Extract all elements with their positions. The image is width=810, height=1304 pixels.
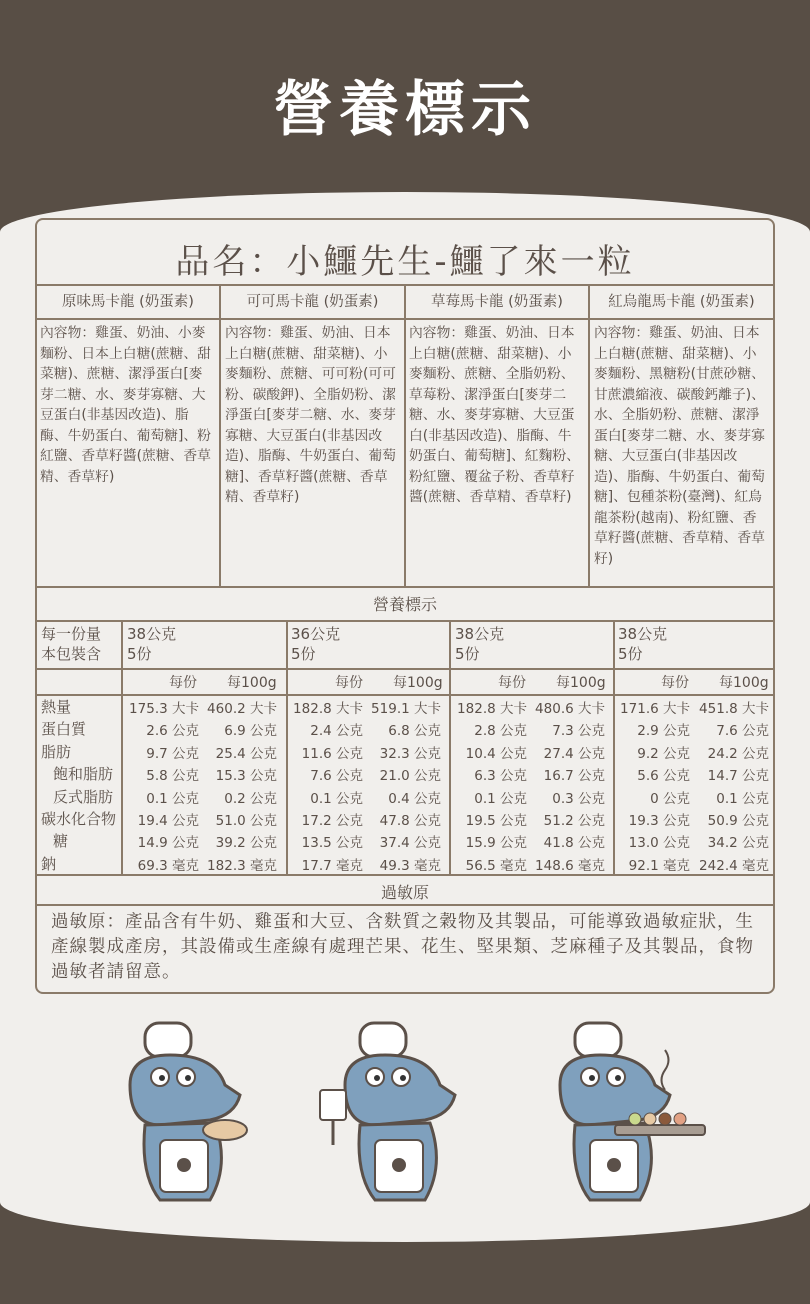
nutrient-value: 5.8 公克 <box>146 768 199 785</box>
nutrient-value: 5.6 公克 <box>637 768 690 785</box>
nutrient-value: 519.1 大卡 <box>371 701 441 717</box>
nutrient-value: 6.9 公克 <box>224 723 277 740</box>
per-serving-header: 每份 <box>169 675 197 691</box>
serving-info <box>618 624 667 664</box>
allergen-title: 過敏原 <box>380 883 429 902</box>
nutrition-label-frame <box>35 218 775 994</box>
nutrient-value: 19.4 公克 <box>137 813 199 829</box>
serving-info <box>291 624 340 664</box>
nutrient-value: 6.3 公克 <box>474 768 527 785</box>
column-header-strawberry: 草莓馬卡龍 (奶蛋素) <box>431 294 563 310</box>
nutrient-value: 451.8 大卡 <box>699 701 769 717</box>
nutrient-value: 182.8 大卡 <box>457 701 527 717</box>
nutrient-value: 14.7 公克 <box>707 768 769 785</box>
nutrient-value: 480.6 大卡 <box>535 701 605 717</box>
per-serving-label: 每一份量 <box>41 625 102 643</box>
ingredients-original: 內容物：雞蛋、奶油、小麥麵粉、日本上白糖(蔗糖、甜菜糖)、蔗糖、潔淨蛋白[麥芽二糖、水、麥芽寡糖、大豆蛋白(非基因改造)、脂酶、牛奶蛋白、葡萄糖]、粉紅鹽、香草籽醬(蔗糖、香草精、香草籽) <box>40 325 211 485</box>
nutrient-value: 17.7 毫克 <box>301 857 363 874</box>
serving-count: 5份 <box>455 645 480 663</box>
column-divider <box>121 620 123 874</box>
divider <box>37 904 773 906</box>
nutrient-value: 0.4 公克 <box>388 790 441 807</box>
per-100g-header: 每100g <box>556 675 606 691</box>
nutrient-value: 0 公克 <box>650 790 690 807</box>
nutrient-value: 51.0 公克 <box>215 813 277 829</box>
ingredients-strawberry: 內容物：雞蛋、奶油、日本上白糖(蔗糖、甜菜糖)、小麥麵粉、蔗糖、全脂奶粉、草莓粉、潔淨蛋白[麥芽二糖、水、麥芽寡糖、大豆蛋白(非基因改造)、脂酶、牛奶蛋白、葡萄糖]、紅麴粉、粉紅鹽、覆盆子粉、香草籽醬(蔗糖、香草精、香草籽) <box>409 325 580 505</box>
nutrient-value: 49.3 毫克 <box>379 857 441 874</box>
per-100g-header: 每100g <box>227 675 277 691</box>
nutrient-value: 0.1 公克 <box>474 790 527 807</box>
nutrient-value: 92.1 毫克 <box>628 857 690 874</box>
nutrient-value: 7.3 公克 <box>552 723 605 740</box>
nutrient-value: 37.4 公克 <box>379 835 441 852</box>
crocodile-chef-icon <box>130 1023 247 1200</box>
nutrient-label: 蛋白質 <box>41 720 87 739</box>
nutrient-value: 13.5 公克 <box>301 835 363 852</box>
servings-label: 本包裝含 <box>41 645 102 663</box>
serving-count: 5份 <box>127 645 152 663</box>
column-divider <box>613 620 615 874</box>
per-serving-header: 每份 <box>661 675 689 691</box>
nutrient-value: 41.8 公克 <box>543 835 605 852</box>
nutrient-value: 7.6 公克 <box>310 768 363 785</box>
column-divider <box>286 620 288 874</box>
nutrient-value: 32.3 公克 <box>379 745 441 762</box>
nutrient-value: 148.6 毫克 <box>535 857 605 874</box>
serving-labels <box>41 624 101 664</box>
nutrient-value: 2.6 公克 <box>146 723 199 740</box>
nutrient-value: 9.7 公克 <box>146 745 199 762</box>
nutrient-value: 50.9 公克 <box>707 813 769 829</box>
column-header-oolong: 紅烏龍馬卡龍 (奶蛋素) <box>608 294 755 310</box>
nutrient-value: 27.4 公克 <box>543 745 605 762</box>
nutrient-value: 25.4 公克 <box>215 745 277 762</box>
nutrient-value: 0.1 公克 <box>146 790 199 807</box>
nutrient-value: 175.3 大卡 <box>129 701 199 717</box>
per-serving-header: 每份 <box>498 675 526 691</box>
column-divider <box>404 284 406 586</box>
nutrient-value: 51.2 公克 <box>543 813 605 829</box>
nutrient-label: 飽和脂肪 <box>53 765 114 784</box>
nutrient-value: 182.3 毫克 <box>207 857 277 874</box>
nutrient-value: 16.7 公克 <box>543 768 605 785</box>
nutrient-value: 0.1 公克 <box>310 790 363 807</box>
mascot-illustrations <box>90 1015 730 1215</box>
serving-info <box>127 624 176 664</box>
nutrient-value: 182.8 大卡 <box>293 701 363 717</box>
nutrient-value: 34.2 公克 <box>707 835 769 852</box>
nutrient-value: 15.9 公克 <box>465 835 527 852</box>
nutrient-value: 24.2 公克 <box>707 745 769 762</box>
crocodile-chef-icon <box>560 1023 705 1200</box>
nutrient-value: 19.3 公克 <box>628 813 690 829</box>
product-name: 品名：小鱷先生-鱷了來一粒 <box>175 242 635 282</box>
column-divider <box>449 620 451 874</box>
serving-count: 5份 <box>618 645 643 663</box>
nutrient-value: 460.2 大卡 <box>207 701 277 717</box>
divider <box>37 874 773 876</box>
column-header-original: 原味馬卡龍 (奶蛋素) <box>62 294 194 310</box>
nutrition-title: 營養標示 <box>372 595 437 614</box>
column-divider <box>219 284 221 586</box>
serving-size: 38公克 <box>127 625 177 643</box>
nutrient-value: 0.1 公克 <box>716 790 769 807</box>
ingredients-cocoa: 內容物：雞蛋、奶油、日本上白糖(蔗糖、甜菜糖)、小麥麵粉、蔗糖、可可粉(可可粉、碳酸鉀)、全脂奶粉、潔淨蛋白[麥芽二糖、水、麥芽寡糖、大豆蛋白(非基因改造)、脂酶、牛奶蛋白、葡萄糖]、香草籽醬(蔗糖、香草精、香草籽) <box>225 325 396 505</box>
ingredients-oolong: 內容物：雞蛋、奶油、日本上白糖(蔗糖、甜菜糖)、小麥麵粉、黑糖粉(甘蔗砂糖、甘蔗濃縮液、碳酸鈣離子)、水、全脂奶粉、蔗糖、潔淨蛋白[麥芽二糖、水、麥芽寡糖、大豆蛋白(非基因改造)、脂酶、牛奶蛋白、葡萄糖]、包種茶粉(臺灣)、紅烏龍茶粉(越南)、粉紅鹽、香草籽醬(蔗糖、香草精、香草籽) <box>594 325 765 567</box>
nutrient-value: 6.8 公克 <box>388 723 441 740</box>
nutrient-value: 9.2 公克 <box>637 745 690 762</box>
nutrient-value: 56.5 毫克 <box>465 857 527 874</box>
nutrient-value: 19.5 公克 <box>465 813 527 829</box>
divider <box>37 586 773 588</box>
nutrient-label: 反式脂肪 <box>53 787 114 806</box>
nutrient-value: 17.2 公克 <box>301 813 363 829</box>
divider <box>37 694 773 696</box>
page-title: 營養標示 <box>273 75 537 145</box>
nutrient-value: 14.9 公克 <box>137 835 199 852</box>
crocodile-chef-icon <box>320 1023 455 1200</box>
nutrient-value: 0.3 公克 <box>552 790 605 807</box>
nutrient-value: 13.0 公克 <box>628 835 690 852</box>
nutrient-value: 7.6 公克 <box>716 723 769 740</box>
per-100g-header: 每100g <box>393 675 443 691</box>
divider <box>37 668 773 670</box>
column-divider <box>588 284 590 586</box>
per-100g-header: 每100g <box>719 675 769 691</box>
nutrient-label: 碳水化合物 <box>41 810 117 828</box>
nutrient-value: 242.4 毫克 <box>699 857 769 874</box>
nutrient-value: 47.8 公克 <box>379 813 441 829</box>
nutrient-value: 69.3 毫克 <box>137 857 199 874</box>
nutrient-label: 糖 <box>53 832 69 851</box>
nutrient-label: 脂肪 <box>41 742 72 761</box>
divider <box>37 620 773 622</box>
nutrient-label: 鈉 <box>41 854 57 873</box>
per-serving-header: 每份 <box>335 675 363 691</box>
nutrient-value: 10.4 公克 <box>465 745 527 762</box>
nutrient-value: 39.2 公克 <box>215 835 277 852</box>
nutrient-value: 21.0 公克 <box>379 768 441 785</box>
nutrient-value: 2.8 公克 <box>474 723 527 740</box>
serving-size: 38公克 <box>618 625 668 643</box>
nutrient-label: 熱量 <box>41 698 72 716</box>
serving-info <box>455 624 504 664</box>
allergen-text: 過敏原：產品含有牛奶、雞蛋和大豆、含麩質之穀物及其製品，可能導致過敏症狀，生產線製成產房，其設備或生產線有處理芒果、花生、堅果類、芝麻種子及其製品，食物過敏者請留意。 <box>51 912 754 982</box>
nutrient-value: 0.2 公克 <box>224 790 277 807</box>
serving-size: 38公克 <box>455 625 505 643</box>
serving-size: 36公克 <box>291 625 341 643</box>
nutrient-value: 2.9 公克 <box>637 723 690 740</box>
nutrient-value: 11.6 公克 <box>301 745 363 762</box>
serving-count: 5份 <box>291 645 316 663</box>
column-header-cocoa: 可可馬卡龍 (奶蛋素) <box>246 294 379 310</box>
nutrient-value: 2.4 公克 <box>310 723 363 740</box>
nutrient-value: 171.6 大卡 <box>620 701 690 717</box>
nutrient-value: 15.3 公克 <box>215 768 277 785</box>
